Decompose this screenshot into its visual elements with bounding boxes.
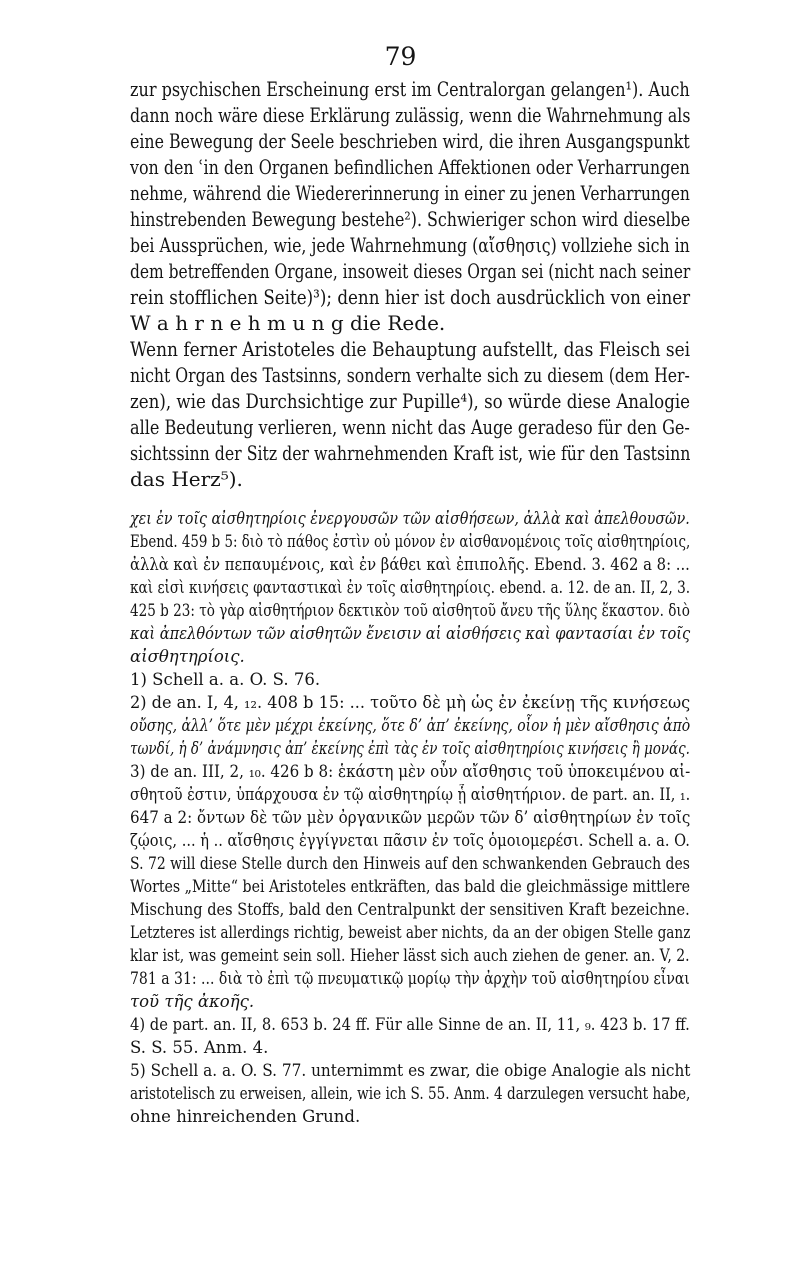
footnote-line: τοῦ τῆς ἀκοῆς. [130, 992, 255, 1011]
body-line: dem betreffenden Organe, insoweit dieses Organ sei (nicht nach seiner [130, 259, 691, 283]
footnote-line: S. 72 will diese Stelle durch den Hinweis auf den schwankenden Gebrauch des [130, 854, 690, 873]
footnote-line: S. S. 55. Anm. 4. [130, 1038, 269, 1057]
body-line: bei Aussprüchen, wie, jede Wahrnehmung (αἴσθησις) vollziehe sich in [130, 233, 690, 257]
body-line: sichtssinn der Sitz der wahrnehmenden Kraft ist, wie für den Tastsinn [130, 441, 691, 465]
body-line: rein stofflichen Seite)³); denn hier ist doch ausdrücklich von einer [130, 285, 691, 309]
body-line: nehme, während die Wiedererinnerung in einer zu jenen Verharrungen [130, 181, 690, 205]
footnote-line: καὶ εἰσὶ κινήσεις φανταστικαὶ ἐν τοῖς αἰσθητηρίοις. ebend. a. 12. de an. II, 2, 3. [130, 578, 691, 597]
footnote-line: 425 b 23: τὸ γὰρ αἰσθητήριον δεκτικὸν τοῦ αἰσθητοῦ ἄνευ τῆς ὕλης ἕκαστον. διὸ [130, 601, 690, 620]
footnote-line: Wortes „Mitte“ bei Aristoteles entkräften, das bald die gleichmässige mittlere [130, 877, 691, 896]
body-line: nicht Organ des Tastsinns, sondern verhalte sich zu diesem (dem Her- [130, 363, 690, 387]
footnote-line: τωνδί, ἡ δ’ ἀνάμνησις ἀπ’ ἐκείνης ἐπὶ τὰς ἐν τοῖς αἰσθητηρίοις κινήσεις ἢ μονάς. [130, 739, 690, 758]
footnote-line: Ebend. 459 b 5: διὸ τὸ πάθος ἐστὶν οὐ μόνον ἐν αἰσθανομένοις τοῖς αἰσθητηρίοις, [130, 532, 691, 551]
body-line: von den ʿin den Organen befindlichen Affektionen oder Verharrungen [130, 155, 690, 179]
page-number: 79 [384, 42, 417, 71]
footnote-line: aristotelisch zu erweisen, allein, wie ich S. 55. Anm. 4 darzulegen versucht habe, [130, 1084, 691, 1103]
footnote-line: καὶ ἀπελθόντων τῶν αἰσθητῶν ἔνεισιν αἱ αἰσθήσεις καὶ φαντασίαι ἐν τοῖς [130, 624, 691, 643]
footnote-line: 781 a 31: ... διὰ τὸ ἐπὶ τῷ πνευματικῷ μορίῳ τὴν ἀρχὴν τοῦ αἰσθητηρίου εἶναι [130, 969, 690, 988]
footnote-line: 5) Schell a. a. O. S. 77. unternimmt es zwar, die obige Analogie als nicht [130, 1061, 691, 1080]
body-line: dann noch wäre diese Erklärung zulässig, wenn die Wahrnehmung als [130, 103, 691, 127]
footnote-line: klar ist, was gemeint sein soll. Hieher lässt sich auch ziehen de gener. an. V, 2. [130, 946, 690, 965]
footnote-line: αἰσθητηρίοις. [130, 647, 245, 666]
footnote-line: Mischung des Stoffs, bald den Centralpunkt der sensitiven Kraft bezeichne. [130, 900, 690, 919]
footnote-line: 1) Schell a. a. O. S. 76. [130, 670, 321, 689]
body-line: Wenn ferner Aristoteles die Behauptung aufstellt, das Fleisch sei [130, 337, 691, 361]
footnote-line: ζῴοις, ... ἡ .. αἴσθησις ἐγγίγνεται πᾶσιν ἐν τοῖς ὁμοιομερέσι. Schell a. a. O. [130, 831, 690, 850]
footnote-line: Letzteres ist allerdings richtig, beweist aber nichts, da an der obigen Stelle ganz [130, 923, 691, 942]
footnote-line: 3) de an. III, 2, ₁₀. 426 b 8: ἑκάστη μὲν οὖν αἴσθησις τοῦ ὑποκειμένου αἰ- [130, 762, 691, 781]
footnote-line: 2) de an. I, 4, ₁₂. 408 b 15: ... τοῦτο δὲ μὴ ὡς ἐν ἐκείνῃ τῆς κινήσεως [130, 693, 691, 712]
footnote-line: χει ἐν τοῖς αἰσθητηρίοις ἐνεργουσῶν τῶν αἰσθήσεων, ἀλλὰ καὶ ἀπελθουσῶν. [130, 509, 690, 528]
body-line: W a h r n e h m u n g die Rede. [130, 311, 446, 335]
body-line: zur psychischen Erscheinung erst im Centralorgan gelangen¹). Auch [130, 77, 690, 101]
footnote-line: 4) de part. an. II, 8. 653 b. 24 ff. Für alle Sinne de an. II, 11, ₉. 423 b. 17 ff. [130, 1015, 690, 1034]
body-line: das Herz⁵). [130, 467, 243, 491]
footnote-line: σθητοῦ ἐστιν, ὑπάρχουσα ἐν τῷ αἰσθητηρίῳ ᾗ αἰσθητήριον. de part. an. II, ₁. [130, 785, 691, 804]
footnote-line: 647 a 2: ὄντων δὲ τῶν μὲν ὀργανικῶν μερῶν τῶν δ’ αἰσθητηρίων ἐν τοῖς [130, 808, 691, 827]
footnote-line: ἀλλὰ καὶ ἐν πεπαυμένοις, καὶ ἐν βάθει καὶ ἐπιπολῆς. Ebend. 3. 462 a 8: ... [130, 555, 690, 574]
body-line: hinstrebenden Bewegung bestehe²). Schwieriger schon wird dieselbe [130, 207, 691, 231]
body-line: alle Bedeutung verlieren, wenn nicht das Auge geradeso für den Ge- [130, 415, 690, 439]
footnote-line: ohne hinreichenden Grund. [130, 1107, 361, 1126]
body-line: eine Bewegung der Seele beschrieben wird, die ihren Ausgangspunkt [130, 129, 690, 153]
footnote-line: οὔσης, ἀλλ’ ὅτε μὲν μέχρι ἐκείνης, ὅτε δ’ ἀπ’ ἐκείνης, οἷον ἡ μὲν αἴσθησις ἀπὸ [130, 716, 691, 735]
body-line: zen), wie das Durchsichtige zur Pupille⁴), so würde diese Analogie [130, 389, 691, 413]
